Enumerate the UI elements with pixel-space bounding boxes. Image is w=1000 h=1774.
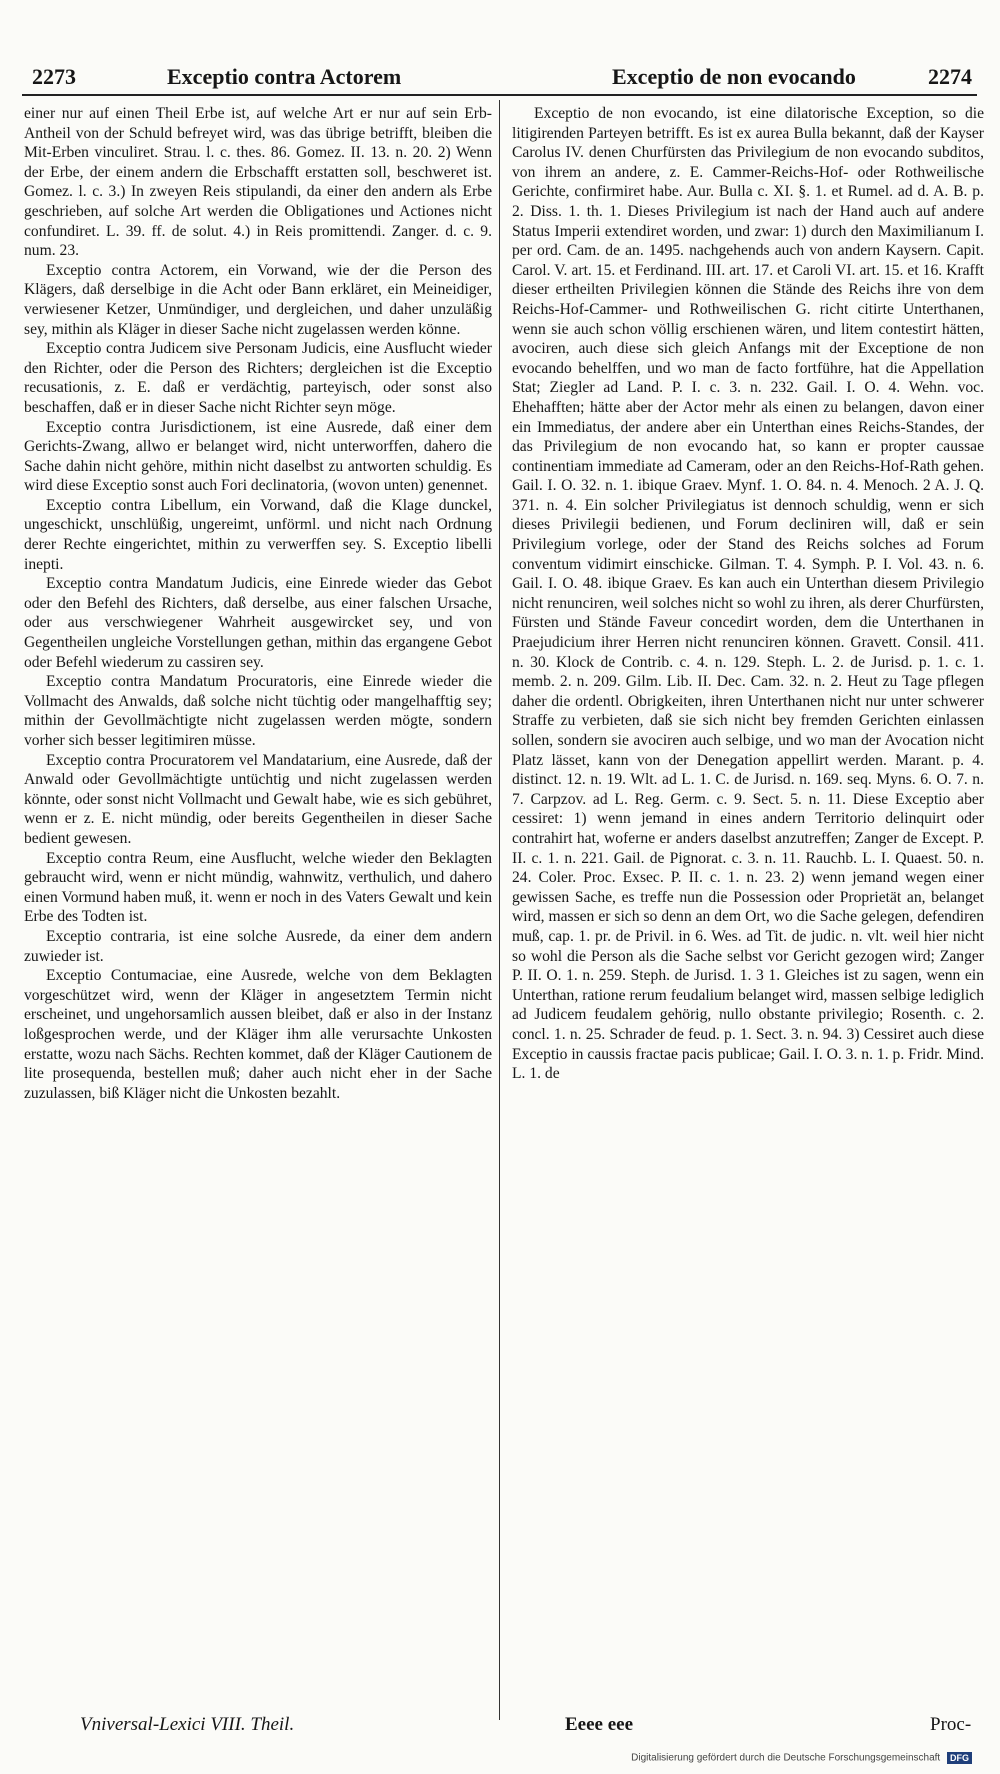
- paragraph: Exceptio contra Actorem, ein Vorwand, wie der die Person des Klägers, daß derselbige in die Acht oder Bann erkläret, ein Meineidiger, verwiesener Ketzer, Unmündiger, und dergleichen, und daher unzuläßig sey, mithin als Kläger in dieser Sache nicht zugelassen werden könne.: [24, 261, 492, 338]
- paragraph: Exceptio contra Mandatum Procuratoris, eine Einrede wieder die Vollmacht des Anwalds, daß solche nicht tüchtig oder mangelhafftig sey; mithin der Gevollmächtigte nicht zugelassen werden mögte, sondern vorher sich besser legitimiren müsse.: [24, 673, 492, 749]
- paragraph: Exceptio contra Judicem sive Personam Judicis, eine Ausflucht wieder den Richter, oder die Person des Richters; dergleichen ist die Exceptio recusationis, z. E. daß er verdächtig, parteyisch, oder sonst also beschaffen, daß er in dieser Sache nicht Richter seyn möge.: [24, 340, 492, 416]
- digitization-text: Digitalisierung gefördert durch die Deutsche Forschungsgemeinschaft: [631, 1752, 941, 1764]
- page-footer: [0, 1714, 1000, 1744]
- paragraph: Exceptio contra Mandatum Judicis, eine Einrede wieder das Gebot oder den Befehl des Richters, daß derselbe, aus einer falschen Ursache, oder aus verschwiegener Wahrheit ausgewircket sey, und von Gegentheilen ungleiche Vorstellungen gethan, mithin das ergangene Gebot oder Befehl wiederum zu cassiren sey.: [24, 575, 492, 671]
- paragraph: Exceptio contra Procuratorem vel Mandatarium, eine Ausrede, daß der Anwald oder Gevollmächtigte untüchtig und nicht zugelassen werden könnte, oder sonst nicht Vollmacht und Gewalt habe, wie es sich gebühret, wenn er z. E. nicht mündig, oder bereits Gegentheilen in dieser Sache bedient gewesen.: [24, 751, 492, 847]
- right-page-number: 2274: [928, 64, 972, 89]
- right-column: [512, 104, 984, 1714]
- digitization-credit: [631, 1752, 972, 1764]
- left-column: [24, 104, 492, 1714]
- paragraph: Exceptio contra Libellum, ein Vorwand, daß die Klage dunckel, ungeschickt, unschlüßig, ungereimt, unförml. und nicht nach Ordnung derer Rechte eingerichtet, mithin zu verwerffen sey. S. Exceptio libelli inepti.: [24, 496, 492, 573]
- paragraph: Exceptio de non evocando, ist eine dilatorische Exception, so die litigirenden Parteyen betrifft. Es ist ex aurea Bulla bekannt, daß der Kayser Carolus IV. denen Churfürsten das Privilegium de non evocando subditos, von ihrem an andere, z. E. Cammer-Reichs-Hof- oder Rothweilische Gerichte, confirmiret habe. Aur. Bulla c. XI. §. 1. et Rumel. ad d. A. B. p. 2. Diss. 1. th. 1. Dieses Privilegium ist nach der Hand auch auf andere Status Imperii extendiret worden, und zwar: 1) durch den Maximilianum I. per ord. Cam. de an. 1495. nachgehends auch von andern Kaysern. Capit. Carol. V. art. 15. et Ferdinand. III. art. 17. et Caroli VI. art. 15. et 16. Krafft dieser ertheilten Privilegien können die Stände des Reichs ihre von dem Reichs-Hof-Cammer- und Rothweilischen G. richt citirte Unterthanen, wenn sie auch schon völlig erschienen wären, und litem contestirt hätten, avociren, auch diese sich gleich Anfangs mit der Exceptione de non evocando behelffen, und wo man de facto fortführe, hat die Appellation Stat; Ziegler ad Land. P. I. c. 3. n. 232. Gail. I. O. 4. Wehn. voc. Ehehafften; hätte aber der Actor mehr als einen zu belangen, davon einer ein Immediatus, der andere aber ein Unterthan eines Reichs-Standes, der das Privilegium de non evocando hat, so kann er propter caussae continentiam immediate ad Cameram, oder an den Reichs-Hof-Rath gehen. Gail. I. O. 32. n. 1. ibique Graev. Mynf. 1. O. 84. n. 4. Menoch. 2 A. J. Q. 371. n. 4. Ein solcher Privilegiatus ist dennoch schuldig, wenn er sich dieses Privilegii bedienen, und Forum decliniren will, daß er sein Privilegium vorlege, oder der Stand des Reichs solches ad Forum conventum vidimirt einschicke. Gilman. T. 4. Symph. P. I. Vol. 43. n. 6. Gail. I. O. 48. ibique Graev. Es kan auch ein Unterthan diesem Privilegio nicht renunciren, weil solches nicht so wohl zu ihren, als derer Churfürsten, Fürsten und Stände Faveur concedirt worden, dem die Unterthanen in Praejudicium ihrer Herren nicht renunciren können. Gravett. Consil. 411. n. 30. Klock de Contrib. c. 4. n. 129. Steph. L. 2. de Jurisd. p. 1. c. 1. memb. 2. n. 209. Gilm. Lib. II. Dec. Cam. 32. n. 2. Heut zu Tage pflegen daher die ordentl. Obrigkeiten, ihren Unterthanen nicht nur unter schwerer Straffe zu verbieten, daß sie sich nicht bey fremden Gerichten einlassen sollen, sondern sie avociren auch selbige, und wo man der Avocation nicht Platz lässet, kann von der Denegation appellirt werden. Marant. p. 4. distinct. 12. n. 19. Wlt. ad L. 1. C. de Jurisd. n. 169. seq. Myns. 6. O. 7. n. 7. Carpzov. ad L. Reg. Germ. c. 9. Sect. 5. n. 11. Diese Exceptio aber cessiret: 1) wenn jemand in eines andern Territorio delinquirt oder contrahirt hat, woferne er anders daselbst anzutreffen; Zanger de Except. P. II. c. 1. n. 221. Gail. de Pignorat. c. 3. n. 11. Rauchb. L. I. Quaest. 50. n. 24. Coler. Proc. Exsec. P. II. c. 1. n. 23. 2) wenn jemand wegen einer gewissen Sache, es treffe nun die Possession oder Proprietät an, belanget wird, massen er sich so denn an dem Ort, wo die Sache gelegen, defendiren muß, cap. 1. pr. de Privil. in 6. Wes. ad Tit. de judic. n. vlt. weil hier nicht so wohl die Person als die Sache selbst vor Gericht gezogen wird; Zanger P. II. O. 1. n. 259. Steph. de Jurisd. 1. 3 1. Gleiches ist zu sagen, wenn ein Unterthan, ratione rerum feudalium belanget wird, massen selbige lediglich ad Judicem feudalem gehörig, nullo obstante privilegio; Rosenth. c. 2. concl. 1. n. 25. Schrader de feud. p. 1. Sect. 3. n. 94. 3) Cessiret auch diese Exceptio in caussis fractae pacis publicae; Gail. I. O. 3. n. 1. p. Fridr. Mind. L. 1. de: [512, 105, 984, 1083]
- paragraph: Exceptio Contumaciae, eine Ausrede, welche von dem Beklagten vorgeschützet wird, wenn der Kläger in angesetztem Termin nicht erscheinet, und ungehorsamlich aussen bleibet, daß er also in der Instanz loßgesprochen werde, und der Kläger ihm alle verursachte Unkosten erstatte, wozu nach Sächs. Rechten kommet, daß der Kläger Cautionem de lite prosequenda, bestellen muß; daher auch nicht eher in der Sache zuzulassen, biß Kläger nicht die Unkosten bezahlt.: [24, 967, 492, 1102]
- paragraph: einer nur auf einen Theil Erbe ist, auf welche Art er nur auf sein Erb-Antheil von der Schuld befreyet wird, was das übrige betrifft, bleiben die Mit-Erben vinculiret. Strau. l. c. thes. 86. Gomez. II. 13. n. 20. 2) Wenn der Erbe, der einem andern die Erbschafft erstatten soll, beschweret ist. Gomez. l. c. 3.) In zweyen Reis stipulandi, da einer den andern als Erbe geschrieben, auf solche Art werden die Obligationes und Actiones nicht confundiret. L. 39. ff. de solut. 4.) in Reis promittendi. Zanger. d. c. 9. num. 23.: [24, 105, 492, 260]
- right-running-title: Exceptio de non evocando: [612, 64, 856, 89]
- paragraph: Exceptio contraria, ist eine solche Ausrede, da einer dem andern zuwieder ist.: [24, 927, 492, 965]
- dfg-logo: DFG: [947, 1752, 972, 1764]
- catchword: Proc-: [930, 1714, 972, 1735]
- page-header: [22, 58, 972, 94]
- signature-mark: Eeee eee: [565, 1714, 634, 1735]
- paragraph: Exceptio contra Jurisdictionem, ist eine Ausrede, daß einer dem Gerichts-Zwang, allwo er belanget wird, nicht unterworffen, dahero die Sache dahin nicht gehöre, mithin nicht daselbst zu antworten schuldig. Es wird diese Exceptio sonst auch Fori declinatoria, (wovon unten) genennet.: [24, 418, 492, 495]
- paragraph: Exceptio contra Reum, eine Ausflucht, welche wieder den Beklagten gebraucht wird, wenn er nicht mündig, wahnwitz, verthulich, und dahero einen Vormund haben muß, it. wenn er noch in des Vaters Gewalt und kein Erbe des Todten ist.: [24, 849, 492, 926]
- left-running-title: Exceptio contra Actorem: [167, 64, 402, 89]
- header-rule: [22, 94, 977, 96]
- column-divider: [499, 100, 500, 1720]
- volume-line: Vniversal-Lexici VIII. Theil.: [80, 1714, 295, 1735]
- left-page-number: 2273: [32, 64, 76, 89]
